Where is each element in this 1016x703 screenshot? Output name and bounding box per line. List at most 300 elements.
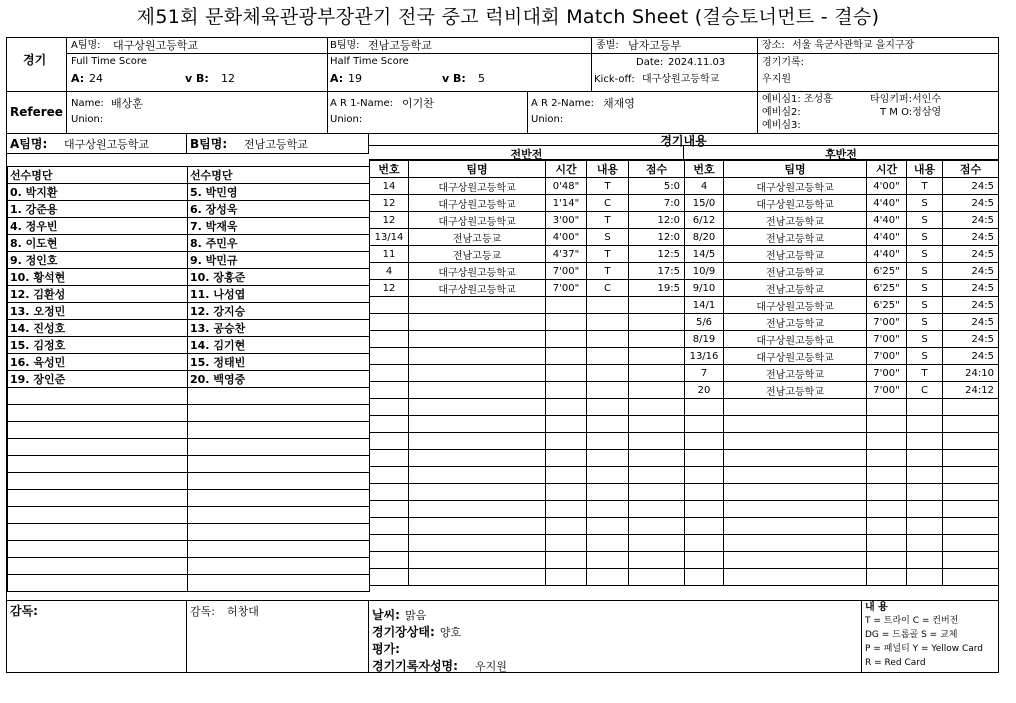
event-type [587, 450, 629, 467]
event-number [370, 518, 409, 535]
roster-b-player: 8. 주민우 [188, 235, 370, 252]
roster-row [8, 524, 370, 541]
venue-cell [758, 38, 998, 54]
ar1-label: A R 1-Name: [330, 98, 393, 109]
event-time: 4'40" [867, 212, 907, 229]
category-cell [592, 38, 758, 54]
reserves-cell [758, 92, 998, 134]
full-time-label: Full Time Score [71, 56, 147, 67]
event-team [409, 467, 546, 484]
event-type: T [587, 246, 629, 263]
event-time [867, 569, 907, 586]
second_half-col-header: 내용 [907, 161, 943, 178]
event-number: 4 [370, 263, 409, 280]
event-number [370, 535, 409, 552]
event-score [943, 467, 999, 484]
event-time: 1'14" [546, 195, 587, 212]
event-number [370, 433, 409, 450]
event-number: 12 [370, 280, 409, 297]
event-team [724, 416, 867, 433]
weather-label: 날씨: [372, 608, 400, 622]
timekeeper: 타임키퍼:서인수 [870, 94, 941, 105]
first_half-col-header: 점수 [629, 161, 685, 178]
event-type [907, 467, 943, 484]
first_half-event-row [370, 297, 685, 314]
event-score: 24:5 [943, 246, 999, 263]
event-score [629, 467, 685, 484]
event-type: S [907, 195, 943, 212]
match-label-cell [7, 38, 67, 92]
event-type: S [907, 229, 943, 246]
record-label: 경기기록: [762, 57, 805, 68]
first_half-event-row [370, 399, 685, 416]
event-score [629, 569, 685, 586]
ft-b-label: v B: [185, 72, 209, 85]
event-type [587, 535, 629, 552]
event-score: 24:5 [943, 297, 999, 314]
event-team: 전남고등학교 [724, 365, 867, 382]
first_half-event-row [370, 365, 685, 382]
event-score [943, 535, 999, 552]
reserve-1: 예비심1: 조성흥 [762, 94, 833, 105]
event-time [546, 348, 587, 365]
event-number: 12 [370, 212, 409, 229]
event-score: 17:5 [629, 263, 685, 280]
event-team: 대구상원고등학교 [724, 331, 867, 348]
half-time-cell [328, 54, 592, 92]
event-time [867, 535, 907, 552]
second_half-event-row [685, 484, 999, 501]
legend-item: R = Red Card [865, 658, 926, 668]
event-number [370, 314, 409, 331]
event-time: 7'00" [867, 348, 907, 365]
roster-a-player: 16. 육성민 [8, 354, 188, 371]
roster-a-player: 13. 오정민 [8, 303, 188, 320]
event-number: 13/14 [370, 229, 409, 246]
legend-item: DG = 드롭골 S = 교체 [865, 630, 958, 640]
event-type [907, 416, 943, 433]
first_half-col-header: 번호 [370, 161, 409, 178]
event-score: 24:5 [943, 229, 999, 246]
roster-b-player: 10. 장홍준 [188, 269, 370, 286]
second_half-event-row [685, 195, 999, 212]
record-cell [758, 54, 998, 92]
second_half-event-row [685, 416, 999, 433]
coach-a-label: 감독: [10, 604, 38, 618]
second_half-event-row [685, 212, 999, 229]
event-number [685, 501, 724, 518]
ar2-union-label: Union: [531, 114, 564, 125]
event-type: T [587, 263, 629, 280]
ht-a-score: 19 [348, 72, 362, 85]
event-time [546, 382, 587, 399]
first_half-event-row [370, 416, 685, 433]
first_half-event-row [370, 535, 685, 552]
event-team: 대구상원고등학교 [409, 280, 546, 297]
second_half-event-row [685, 314, 999, 331]
event-team: 전남고등학교 [724, 382, 867, 399]
event-time: 7'00" [867, 365, 907, 382]
event-type [907, 552, 943, 569]
event-score: 24:5 [943, 280, 999, 297]
event-team [724, 399, 867, 416]
event-type [587, 297, 629, 314]
roster-row [8, 337, 370, 354]
event-time [546, 433, 587, 450]
event-type [907, 484, 943, 501]
event-type: S [907, 212, 943, 229]
event-number: 8/20 [685, 229, 724, 246]
ft-b-score: 12 [221, 72, 235, 85]
roster-header-row [8, 167, 370, 184]
match-label: 경기 [23, 53, 47, 67]
legend-item: T = 트라이 C = 컨버전 [865, 616, 959, 626]
ar2-name: 채재영 [603, 97, 635, 110]
event-number: 11 [370, 246, 409, 263]
event-score: 24:5 [943, 331, 999, 348]
event-team [724, 569, 867, 586]
venue-label: 장소: [762, 40, 785, 51]
event-type [587, 331, 629, 348]
event-score [629, 348, 685, 365]
second_half-event-row [685, 569, 999, 586]
roster-b-player [188, 507, 370, 524]
event-time: 6'25" [867, 297, 907, 314]
referee-cell [67, 92, 328, 134]
first_half-event-row [370, 467, 685, 484]
event-score: 12:0 [629, 229, 685, 246]
coach-b-cell [187, 600, 369, 672]
event-team [409, 501, 546, 518]
roster-a-player: 8. 이도현 [8, 235, 188, 252]
event-type: T [907, 178, 943, 195]
first_half-event-row [370, 348, 685, 365]
event-time: 7'00" [867, 331, 907, 348]
second_half-col-header: 점수 [943, 161, 999, 178]
legend-item: P = 패널티 Y = Yellow Card [865, 644, 984, 654]
event-team [409, 535, 546, 552]
roster-a-header [7, 134, 187, 154]
event-score [629, 382, 685, 399]
event-type: C [587, 280, 629, 297]
event-score: 24:5 [943, 212, 999, 229]
coach-a-cell [7, 600, 187, 672]
roster-a-player [8, 405, 188, 422]
roster-b-col-header: 선수명단 [188, 167, 370, 184]
event-score [943, 552, 999, 569]
event-score [943, 450, 999, 467]
legend-list [865, 614, 983, 670]
event-time [546, 484, 587, 501]
roster-row [8, 405, 370, 422]
writer-value: 우지원 [475, 660, 507, 673]
roster-a-team-name: 대구상원고등학교 [64, 138, 150, 151]
date-label: Date: [636, 57, 664, 68]
event-team [409, 365, 546, 382]
event-number [685, 450, 724, 467]
event-time [546, 518, 587, 535]
event-score [629, 297, 685, 314]
roster-a-player: 0. 박지환 [8, 184, 188, 201]
roster-b-player [188, 473, 370, 490]
event-type: S [907, 314, 943, 331]
second_half-event-row [685, 467, 999, 484]
roster-a-player [8, 575, 188, 592]
ar2-label: A R 2-Name: [531, 98, 594, 109]
event-time: 7'00" [546, 263, 587, 280]
event-time: 6'25" [867, 280, 907, 297]
event-team: 전남고등학교 [724, 314, 867, 331]
first_half-col-header: 내용 [587, 161, 629, 178]
first_half-event-row [370, 501, 685, 518]
ar2-cell [528, 92, 758, 134]
event-score [629, 484, 685, 501]
event-team [409, 348, 546, 365]
writer-label: 경기기록자성명: [372, 659, 458, 673]
roster-a-player: 10. 황석현 [8, 269, 188, 286]
event-team [724, 552, 867, 569]
conditions-cell [369, 600, 862, 672]
event-time: 4'37" [546, 246, 587, 263]
event-time [867, 467, 907, 484]
event-team [409, 297, 546, 314]
event-score [629, 365, 685, 382]
coach-b-name: 허창대 [227, 605, 259, 618]
kickoff-label: Kick-off: [594, 74, 635, 85]
event-number [370, 450, 409, 467]
date-cell [592, 54, 758, 92]
event-number [370, 467, 409, 484]
event-score [629, 535, 685, 552]
event-type: S [587, 229, 629, 246]
event-type [587, 416, 629, 433]
event-type [587, 484, 629, 501]
event-number [370, 382, 409, 399]
roster-a-player [8, 456, 188, 473]
event-time [546, 331, 587, 348]
event-team [409, 569, 546, 586]
event-score: 7:0 [629, 195, 685, 212]
event-number: 14/1 [685, 297, 724, 314]
roster-b-player: 20. 백영중 [188, 371, 370, 388]
roster-a-player [8, 422, 188, 439]
event-number: 7 [685, 365, 724, 382]
ht-b-score: 5 [478, 72, 485, 85]
event-number [370, 297, 409, 314]
event-team [724, 433, 867, 450]
team-a-name: 대구상원고등학교 [113, 39, 199, 52]
event-time [546, 297, 587, 314]
event-score [943, 399, 999, 416]
event-team: 대구상원고등학교 [409, 195, 546, 212]
event-team: 전남고등학교 [724, 212, 867, 229]
event-type: T [587, 178, 629, 195]
event-number [370, 569, 409, 586]
recorder-name: 우지원 [762, 74, 791, 85]
weather-value: 맑음 [405, 609, 427, 622]
event-score: 24:12 [943, 382, 999, 399]
event-time: 4'00" [546, 229, 587, 246]
event-time [546, 569, 587, 586]
event-time [867, 518, 907, 535]
second_half-event-row [685, 348, 999, 365]
half-time-label: Half Time Score [330, 56, 409, 67]
first_half-event-row [370, 178, 685, 195]
event-time [867, 399, 907, 416]
first_half-event-row [370, 280, 685, 297]
roster-b-player [188, 422, 370, 439]
event-type [587, 552, 629, 569]
roster-a-player [8, 507, 188, 524]
event-number: 4 [685, 178, 724, 195]
event-score: 12:5 [629, 246, 685, 263]
second_half-event-row [685, 382, 999, 399]
event-time [546, 552, 587, 569]
event-number: 9/10 [685, 280, 724, 297]
roster-b-player: 12. 강지승 [188, 303, 370, 320]
second-half-header [684, 146, 998, 160]
event-team: 대구상원고등학교 [409, 178, 546, 195]
roster-a-player: 15. 김정호 [8, 337, 188, 354]
ft-a-score: 24 [89, 72, 103, 85]
first_half-event-row [370, 569, 685, 586]
event-time [546, 416, 587, 433]
roster-b-player [188, 558, 370, 575]
event-type [587, 348, 629, 365]
roster-b-team-label: B팀명: [190, 137, 228, 151]
event-number [685, 467, 724, 484]
event-team: 대구상원고등학교 [724, 348, 867, 365]
event-team: 전남고등교 [409, 246, 546, 263]
ground-label: 경기장상태: [372, 625, 435, 639]
event-time [546, 365, 587, 382]
event-team: 전남고등학교 [724, 229, 867, 246]
event-number [685, 399, 724, 416]
event-type [587, 518, 629, 535]
roster-row [8, 201, 370, 218]
second_half-event-row [685, 450, 999, 467]
event-number [685, 433, 724, 450]
first_half-event-row [370, 246, 685, 263]
roster-row [8, 252, 370, 269]
event-team [409, 450, 546, 467]
first_half-event-row [370, 518, 685, 535]
event-time: 3'00" [546, 212, 587, 229]
second_half-event-row [685, 263, 999, 280]
event-score: 24:5 [943, 348, 999, 365]
roster-a-player: 19. 장인준 [8, 371, 188, 388]
event-score [629, 314, 685, 331]
first-half-table [369, 160, 685, 586]
event-type [907, 450, 943, 467]
event-number [685, 518, 724, 535]
roster-row [8, 541, 370, 558]
event-type [587, 569, 629, 586]
event-team: 대구상원고등학교 [724, 178, 867, 195]
event-time [546, 314, 587, 331]
event-team [409, 518, 546, 535]
event-number: 12 [370, 195, 409, 212]
roster-row [8, 235, 370, 252]
event-number [370, 348, 409, 365]
event-score: 24:5 [943, 178, 999, 195]
event-score: 24:5 [943, 314, 999, 331]
ar1-union-label: Union: [330, 114, 363, 125]
first_half-event-row [370, 450, 685, 467]
referee-union-label: Union: [71, 114, 104, 125]
event-score [943, 484, 999, 501]
event-score [629, 331, 685, 348]
event-team [724, 535, 867, 552]
event-number: 15/0 [685, 195, 724, 212]
second-half-table [684, 160, 999, 586]
team-a-label: A팀명: [71, 40, 101, 51]
event-score [629, 501, 685, 518]
roster-b-player [188, 541, 370, 558]
reserve-3: 예비심3: [762, 120, 801, 131]
roster-b-player [188, 439, 370, 456]
roster-row [8, 218, 370, 235]
event-team [724, 450, 867, 467]
event-team [724, 518, 867, 535]
event-team [409, 314, 546, 331]
first-half-header [369, 146, 684, 160]
category-value: 남자고등부 [628, 39, 682, 52]
roster-row [8, 354, 370, 371]
roster-row [8, 439, 370, 456]
roster-b-player: 6. 장성욱 [188, 201, 370, 218]
event-score [629, 552, 685, 569]
first_half-col-header: 시간 [546, 161, 587, 178]
first_half-event-row [370, 382, 685, 399]
roster-b-player: 11. 나성엽 [188, 286, 370, 303]
event-team: 전남고등학교 [724, 246, 867, 263]
roster-a-col-header: 선수명단 [8, 167, 188, 184]
event-time: 4'00" [867, 178, 907, 195]
roster-b-player: 7. 박재욱 [188, 218, 370, 235]
event-time: 0'48" [546, 178, 587, 195]
first_half-col-header-row [370, 161, 685, 178]
roster-row [8, 388, 370, 405]
event-score [943, 518, 999, 535]
roster-a-player: 9. 정인호 [8, 252, 188, 269]
event-number: 13/16 [685, 348, 724, 365]
roster-a-player [8, 439, 188, 456]
event-number: 14 [370, 178, 409, 195]
event-number: 5/6 [685, 314, 724, 331]
ground-value: 양호 [439, 626, 462, 639]
first_half-event-row [370, 195, 685, 212]
roster-b-header [187, 134, 369, 154]
event-type [907, 569, 943, 586]
event-number [685, 416, 724, 433]
event-team: 대구상원고등학교 [724, 297, 867, 314]
first-half-label: 전반전 [510, 148, 543, 161]
date-value: 2024.11.03 [668, 57, 726, 68]
event-score [629, 450, 685, 467]
roster-row [8, 473, 370, 490]
event-team: 대구상원고등학교 [409, 263, 546, 280]
event-time [867, 416, 907, 433]
event-type: S [907, 246, 943, 263]
event-type [587, 433, 629, 450]
event-number [685, 552, 724, 569]
first_half-event-row [370, 552, 685, 569]
event-team [724, 501, 867, 518]
event-number [370, 552, 409, 569]
roster-b-player: 5. 박민영 [188, 184, 370, 201]
event-type [907, 501, 943, 518]
